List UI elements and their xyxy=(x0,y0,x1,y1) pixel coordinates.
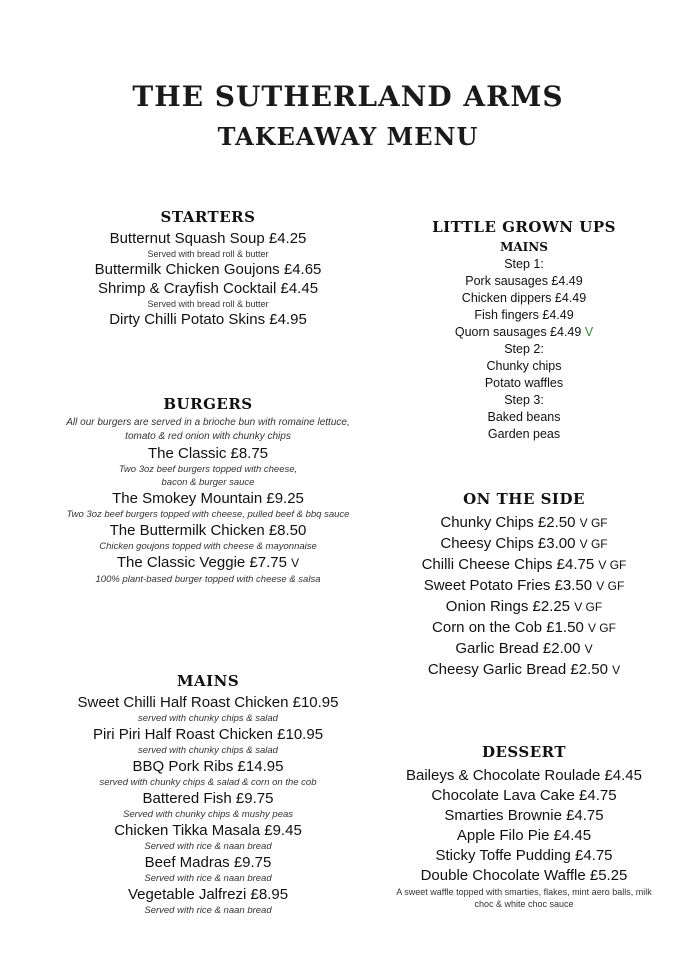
menu-item: Butternut Squash Soup £4.25 xyxy=(109,230,307,247)
dessert-section xyxy=(364,743,684,910)
item-description: Served with chunky chips & mushy peas xyxy=(122,809,294,820)
diet-label: V GF xyxy=(579,516,608,530)
item-name: Garlic Bread £2.00 xyxy=(455,640,581,657)
little-grown-ups-heading: LITTLE GROWN UPS xyxy=(432,218,616,236)
menu-item: The Buttermilk Chicken £8.50 xyxy=(109,522,307,539)
menu-item xyxy=(40,553,376,573)
burgers-intro: All our burgers are served in a brioche bun with romaine lettuce, xyxy=(66,417,350,428)
menu-item: BBQ Pork Ribs £14.95 xyxy=(132,758,284,775)
restaurant-name: THE SUTHERLAND ARMS xyxy=(132,80,564,113)
item-description: Two 3oz beef burgers topped with cheese, xyxy=(118,464,298,475)
menu-item: The Smokey Mountain £9.25 xyxy=(112,490,304,507)
kids-line: Step 1: xyxy=(504,257,544,271)
menu-item: Piri Piri Half Roast Chicken £10.95 xyxy=(92,726,324,743)
kids-mains-subheading: MAINS xyxy=(500,240,548,254)
item-description: A sweet waffle topped with smarties, flakes, mint aero balls, milk xyxy=(396,887,652,897)
menu-title: TAKEAWAY MENU xyxy=(217,122,479,151)
menu-item: Sticky Toffe Pudding £4.75 xyxy=(435,847,613,864)
diet-label: V xyxy=(291,556,300,570)
menu-item xyxy=(376,597,672,617)
item-description: Served with rice & naan bread xyxy=(144,873,272,884)
item-description: Two 3oz beef burgers topped with cheese, pulled beef & bbq sauce xyxy=(66,509,350,520)
mains-section xyxy=(40,672,376,917)
veg-label: V xyxy=(584,325,594,339)
item-description: Served with rice & naan bread xyxy=(144,905,272,916)
dessert-heading: DESSERT xyxy=(481,743,567,761)
menu-item: Beef Madras £9.75 xyxy=(144,854,272,871)
kids-line: Baked beans xyxy=(487,410,561,424)
item-name: Quorn sausages £4.49 xyxy=(454,325,582,339)
menu-item xyxy=(376,534,672,554)
on-the-side-heading: ON THE SIDE xyxy=(463,490,585,508)
left-column xyxy=(40,0,376,960)
item-description: Served with rice & naan bread xyxy=(144,841,272,852)
menu-item xyxy=(376,576,672,596)
menu-item: Vegetable Jalfrezi £8.95 xyxy=(127,886,289,903)
item-description: choc & white choc sauce xyxy=(474,899,574,909)
menu-item: Sweet Chilli Half Roast Chicken £10.95 xyxy=(77,694,339,711)
item-name: Onion Rings £2.25 xyxy=(445,598,571,615)
kids-line xyxy=(376,324,672,341)
menu-item: Double Chocolate Waffle £5.25 xyxy=(420,867,628,884)
item-description: bacon & burger sauce xyxy=(161,477,255,488)
item-name: Chilli Cheese Chips £4.75 xyxy=(421,556,595,573)
item-description: Served with bread roll & butter xyxy=(147,249,269,259)
item-name: Sweet Potato Fries £3.50 xyxy=(423,577,593,594)
starters-section xyxy=(40,208,376,329)
kids-line: Step 2: xyxy=(504,342,544,356)
mains-heading: MAINS xyxy=(176,672,240,690)
item-name: Cheesy Chips £3.00 xyxy=(440,535,576,552)
diet-label: V GF xyxy=(579,537,608,551)
kids-line: Fish fingers £4.49 xyxy=(474,308,574,322)
item-description: served with chunky chips & salad & corn on the cob xyxy=(99,777,317,788)
menu-item xyxy=(376,555,672,575)
little-grown-ups-section xyxy=(376,218,672,443)
kids-line: Potato waffles xyxy=(484,376,564,390)
on-the-side-section xyxy=(376,490,672,681)
burgers-intro: tomato & red onion with chunky chips xyxy=(125,431,291,442)
menu-item: Chicken Tikka Masala £9.45 xyxy=(114,822,302,839)
menu-item xyxy=(376,660,672,680)
menu-item: Battered Fish £9.75 xyxy=(142,790,274,807)
right-column xyxy=(376,0,672,960)
diet-label: V GF xyxy=(587,621,616,635)
diet-label: V xyxy=(584,642,593,656)
menu-item: The Classic £8.75 xyxy=(147,445,269,462)
menu-item: Baileys & Chocolate Roulade £4.45 xyxy=(406,767,642,784)
kids-line: Garden peas xyxy=(487,427,561,441)
menu-item: Dirty Chilli Potato Skins £4.95 xyxy=(109,311,307,328)
burgers-heading: BURGERS xyxy=(163,395,253,413)
diet-label: V xyxy=(612,663,621,677)
starters-heading: STARTERS xyxy=(160,208,256,226)
diet-label: V GF xyxy=(596,579,625,593)
item-name: Cheesy Garlic Bread £2.50 xyxy=(427,661,608,678)
item-description: 100% plant-based burger topped with cheese & salsa xyxy=(95,574,321,585)
item-description: served with chunky chips & salad xyxy=(138,713,278,724)
item-name: Chunky Chips £2.50 xyxy=(440,514,576,531)
menu-item: Shrimp & Crayfish Cocktail £4.45 xyxy=(97,280,319,297)
menu-item: Buttermilk Chicken Goujons £4.65 xyxy=(94,261,322,278)
item-name: The Classic Veggie £7.75 xyxy=(116,554,287,571)
menu-item: Chocolate Lava Cake £4.75 xyxy=(431,787,617,804)
menu-item xyxy=(376,513,672,533)
kids-line: Step 3: xyxy=(504,393,544,407)
item-description: Served with bread roll & butter xyxy=(147,299,269,309)
diet-label: V GF xyxy=(598,558,627,572)
menu-item: Apple Filo Pie £4.45 xyxy=(456,827,592,844)
kids-line: Chicken dippers £4.49 xyxy=(461,291,587,305)
kids-line: Pork sausages £4.49 xyxy=(465,274,583,288)
burgers-section xyxy=(40,395,376,586)
menu-item xyxy=(376,639,672,659)
menu-item: Smarties Brownie £4.75 xyxy=(444,807,604,824)
item-name: Corn on the Cob £1.50 xyxy=(432,619,584,636)
menu-item xyxy=(376,618,672,638)
item-description: Chicken goujons topped with cheese & mayonnaise xyxy=(99,541,317,552)
kids-line: Chunky chips xyxy=(486,359,562,373)
item-description: served with chunky chips & salad xyxy=(138,745,278,756)
diet-label: V GF xyxy=(574,600,603,614)
